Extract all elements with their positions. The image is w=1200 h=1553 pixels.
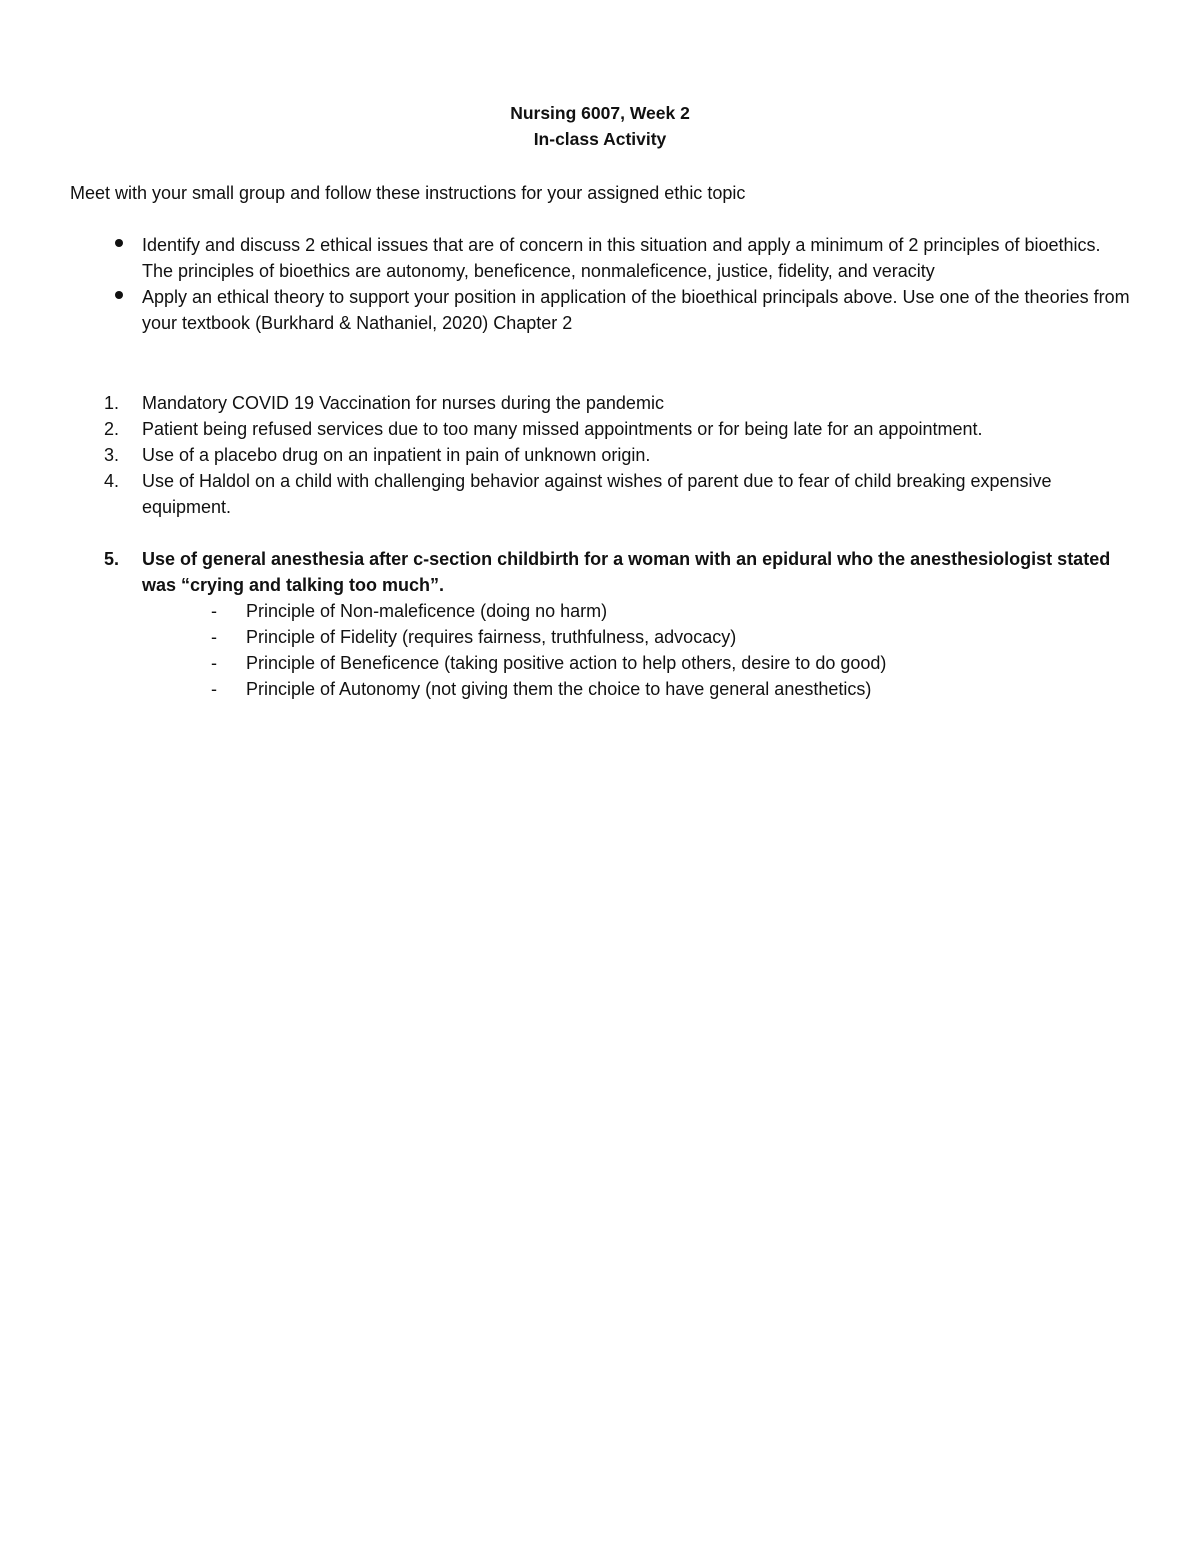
topic-number: 1. bbox=[104, 393, 120, 413]
principle-text: Principle of Beneficence (taking positive action to help others, desire to do good) bbox=[246, 653, 887, 673]
topic-number: 5. bbox=[104, 549, 120, 569]
document-title: Nursing 6007, Week 2 bbox=[510, 103, 690, 123]
principle-item bbox=[0, 676, 1200, 702]
principle-text: Principle of Non-maleficence (doing no harm) bbox=[246, 601, 608, 621]
principle-list bbox=[0, 598, 1200, 702]
principle-item bbox=[0, 598, 1200, 624]
topic-item bbox=[0, 442, 1132, 468]
topic-item bbox=[0, 468, 1132, 520]
topic-number: 4. bbox=[104, 471, 120, 491]
dash-marker: - bbox=[211, 627, 217, 647]
instruction-text: Identify and discuss 2 ethical issues that are of concern in this situation and apply a minimum of 2 principles of bioethics. The principles of bioethics are autonomy, beneficence, nonmaleficence, justice, fidelity, and veracity bbox=[142, 235, 1101, 281]
topic-number: 2. bbox=[104, 419, 120, 439]
instruction-text: Apply an ethical theory to support your position in application of the bioethical principals above. Use one of the theories from your textbook (Burkhard & Nathaniel, 2020) Chapter 2 bbox=[142, 287, 1130, 333]
topic-text: Use of Haldol on a child with challenging behavior against wishes of parent due to fear of child breaking expensive equipment. bbox=[142, 471, 1052, 517]
document-subtitle: In-class Activity bbox=[533, 129, 667, 149]
principle-item bbox=[0, 650, 1200, 676]
topic-text: Mandatory COVID 19 Vaccination for nurses during the pandemic bbox=[142, 393, 664, 413]
assigned-topic bbox=[0, 546, 1200, 702]
topic-text: Patient being refused services due to too many missed appointments or for being late for an appointment. bbox=[142, 419, 983, 439]
principle-text: Principle of Fidelity (requires fairness, truthfulness, advocacy) bbox=[246, 627, 737, 647]
instruction-bullet bbox=[0, 232, 1132, 284]
dash-marker: - bbox=[211, 679, 217, 699]
principle-text: Principle of Autonomy (not giving them the choice to have general anesthetics) bbox=[246, 679, 872, 699]
topic-text: Use of a placebo drug on an inpatient in pain of unknown origin. bbox=[142, 445, 651, 465]
assigned-topic-text: Use of general anesthesia after c-section childbirth for a woman with an epidural who the anesthesiologist stated was “crying and talking too much”. bbox=[142, 549, 1111, 595]
topic-item bbox=[0, 416, 1132, 442]
topic-item bbox=[0, 390, 1132, 416]
dash-marker: - bbox=[211, 653, 217, 673]
bullet-icon bbox=[115, 291, 123, 299]
instruction-bullet-list bbox=[0, 232, 1200, 336]
instruction-bullet bbox=[0, 284, 1132, 336]
assigned-topic-item bbox=[0, 546, 1132, 598]
principle-item bbox=[0, 624, 1200, 650]
dash-marker: - bbox=[211, 601, 217, 621]
intro-paragraph: Meet with your small group and follow these instructions for your assigned ethic topic bbox=[70, 183, 746, 203]
topic-list bbox=[0, 390, 1200, 520]
bullet-icon bbox=[115, 239, 123, 247]
topic-number: 3. bbox=[104, 445, 120, 465]
